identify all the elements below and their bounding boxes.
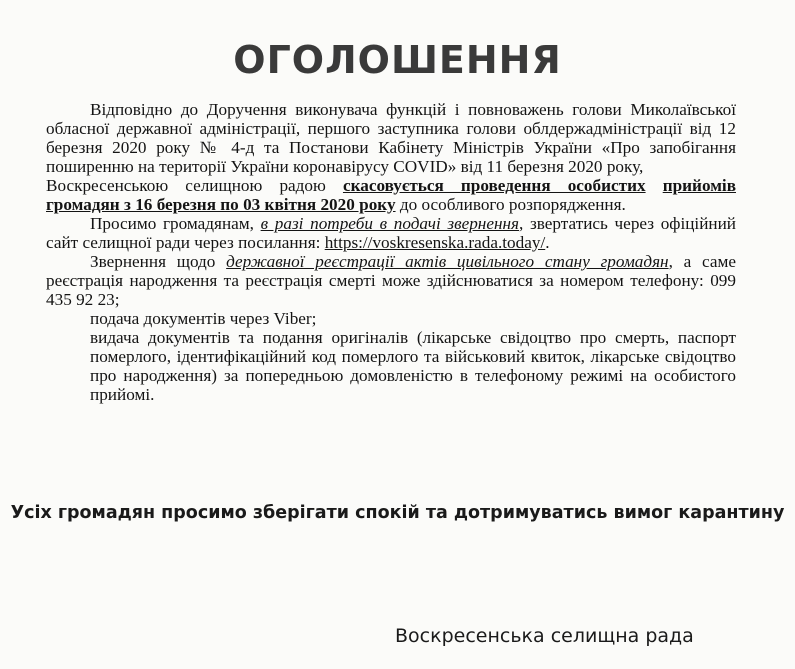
closing-appeal: Усіх громадян просимо зберігати спокій та дотримуватись вимог карантину [10, 503, 785, 523]
list-item-documents: видача документів та подання оригіналів (лікарське свідоцтво про смерть, паспорт померлого, ідентифікаційний код померлого та військовий квиток, лікарське свідоцтво про народження) за попередньою домовленістю в телефоному режимі на особистого прийомі. [90, 328, 736, 404]
document-body [46, 100, 736, 404]
paragraph-cancellation [46, 176, 736, 214]
cancellation-text-start: Воскресенською селищною радою [46, 176, 343, 195]
list-item-viber: подача документів через Viber; [90, 309, 317, 328]
signature: Воскресенська селищна рада [395, 625, 694, 647]
online-request-emphasis: в разі потреби в подачі звернення [260, 214, 520, 233]
online-request-text-middle: , звертатись через офіційний сайт селищної ради через посилання: [46, 214, 736, 252]
paragraph-online-request [46, 214, 736, 252]
cancellation-emphasis-1: скасовується проведення особистих [342, 176, 646, 195]
civil-registration-emphasis: державної реєстрації актів цивільного стану громадян [226, 252, 669, 271]
cancellation-emphasis-2: прийомів громадян з 16 березня по 03 квітня 2020 року [46, 176, 736, 214]
cancellation-text-end: до особливого розпорядження. [395, 195, 626, 214]
civil-registration-text-end: , а саме реєстрація народження та реєстрація смерті може здійснюватися за номером телефону: 099 435 92 23; [46, 252, 736, 309]
paragraph-directive: Відповідно до Доручення виконувача функцій і повноважень голови Миколаївської обласної державної адміністрації, першого заступника голови облдержадміністрації від 12 березня 2020 року № 4-д та Постанови Кабінету Міністрів України «Про запобігання поширенню на території України коронавірусу COVID» від 11 березня 2020 року, [46, 100, 736, 176]
document-title: ОГОЛОШЕННЯ [233, 38, 562, 82]
civil-registration-text-start: Звернення щодо [90, 252, 227, 271]
paragraph-civil-registration [46, 252, 736, 309]
council-website-link[interactable]: https://voskresenska.rada.today/ [324, 233, 546, 252]
online-request-text-start: Просимо громадянам, [90, 214, 261, 233]
cancellation-space [646, 176, 663, 195]
online-request-text-end: . [545, 233, 550, 252]
